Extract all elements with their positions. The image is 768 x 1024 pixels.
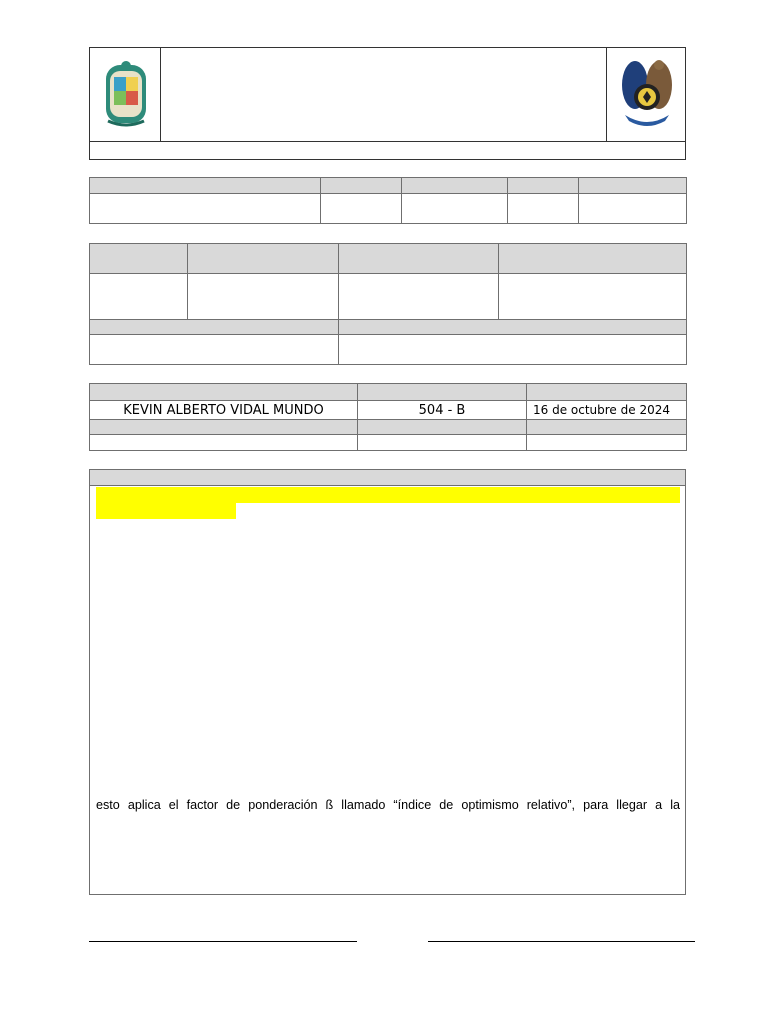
table-cell [339, 335, 687, 365]
student-group: 504 - B [358, 401, 527, 420]
table-cell [188, 274, 339, 320]
content-text-line: esto aplica el factor de ponderación ß llamado “índice de optimismo relativo”, para llegar a la [96, 798, 680, 812]
table-cell [339, 274, 499, 320]
right-logo-cell [606, 48, 685, 141]
content-header [90, 470, 685, 486]
highlighted-line-1 [96, 487, 680, 503]
signature-line-right [428, 941, 695, 942]
table-cell [358, 435, 527, 451]
table-header-cell [321, 178, 402, 194]
table-header-cell [90, 320, 339, 335]
table-header-cell [358, 384, 527, 401]
table-header-cell [90, 420, 358, 435]
practice-info-table [89, 243, 687, 365]
table-header-cell [402, 178, 508, 194]
table-cell [508, 194, 579, 224]
table-header-cell [90, 384, 358, 401]
table-cell [402, 194, 508, 224]
report-date: 16 de octubre de 2024 [527, 401, 687, 420]
table-cell [579, 194, 687, 224]
signature-line-left [89, 941, 357, 942]
table-header-cell [90, 178, 321, 194]
table-header-cell [579, 178, 687, 194]
student-info-table [89, 383, 687, 451]
table-header-cell [508, 178, 579, 194]
header-box [89, 47, 686, 160]
table-cell [90, 435, 358, 451]
table-header-cell [527, 420, 687, 435]
table-cell [90, 194, 321, 224]
course-info-table [89, 177, 687, 224]
table-header-cell [188, 244, 339, 274]
table-header-cell [358, 420, 527, 435]
table-cell [499, 274, 687, 320]
table-cell [321, 194, 402, 224]
left-logo-cell [90, 48, 161, 141]
eagle-emblem-logo [619, 55, 675, 129]
highlighted-line-2 [96, 503, 236, 519]
header-title-cell [161, 48, 606, 141]
table-header-cell [527, 384, 687, 401]
table-header-cell [339, 320, 687, 335]
header-bottom-strip [90, 141, 685, 159]
institutional-crest-logo [104, 59, 148, 129]
student-name: KEVIN ALBERTO VIDAL MUNDO [90, 401, 358, 420]
table-cell [90, 274, 188, 320]
table-cell [527, 435, 687, 451]
table-header-cell [499, 244, 687, 274]
table-header-cell [90, 244, 188, 274]
table-cell [90, 335, 339, 365]
content-box [89, 469, 686, 895]
table-header-cell [339, 244, 499, 274]
